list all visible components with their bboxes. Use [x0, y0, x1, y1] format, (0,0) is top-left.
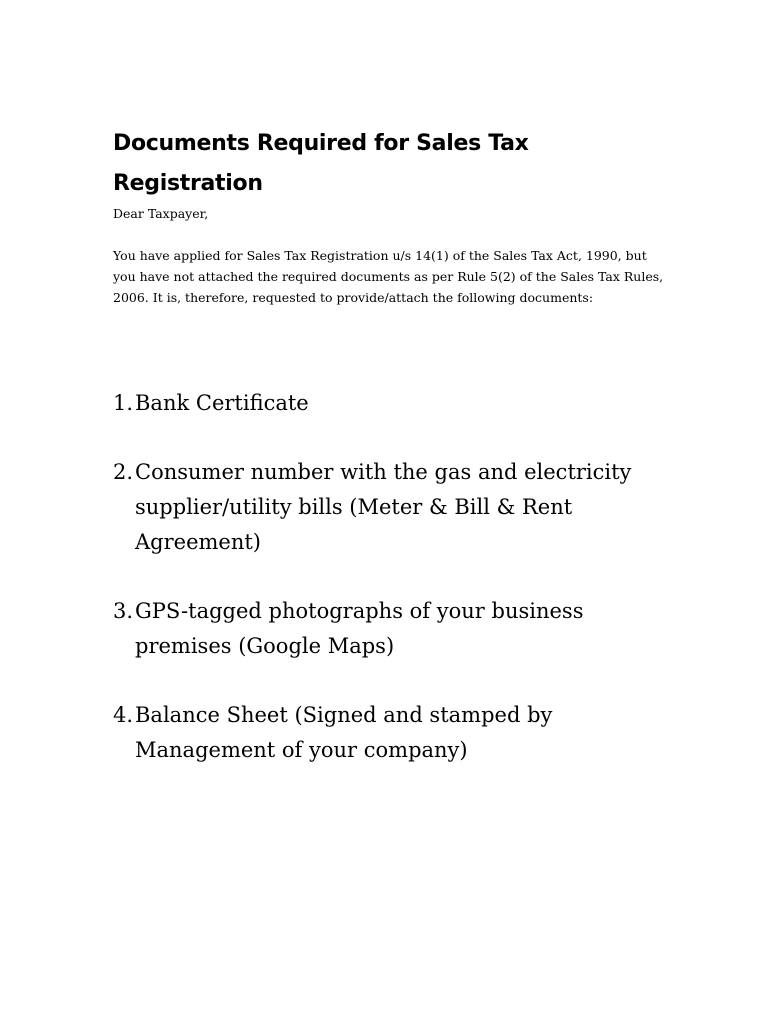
list-item: [113, 698, 673, 768]
document-title: Documents Required for Sales Tax Registration: [113, 131, 529, 196]
list-item: [113, 455, 673, 560]
list-item-text: Bank Certificate: [135, 391, 309, 415]
list-item-text: Balance Sheet (Signed and stamped by Management of your company): [135, 703, 553, 762]
list-item: [113, 386, 673, 421]
intro-paragraph: You have applied for Sales Tax Registration u/s 14(1) of the Sales Tax Act, 1990, but you have not attached the required documents as per Rule 5(2) of the Sales Tax Rules, 2006. It is, therefore, requested to provide/attach the following documents:: [113, 248, 664, 305]
list-item-number: 1.: [113, 391, 134, 415]
required-documents-list: [113, 386, 673, 802]
list-item: [113, 594, 673, 664]
list-item-number: 2.: [113, 460, 134, 484]
list-item-number: 3.: [113, 599, 134, 623]
list-item-number: 4.: [113, 703, 134, 727]
salutation: Dear Taxpayer,: [113, 206, 209, 221]
list-item-text: GPS-tagged photographs of your business premises (Google Maps): [135, 599, 584, 658]
list-item-text: Consumer number with the gas and electricity supplier/utility bills (Meter & Bill & Rent Agreement): [135, 460, 632, 554]
